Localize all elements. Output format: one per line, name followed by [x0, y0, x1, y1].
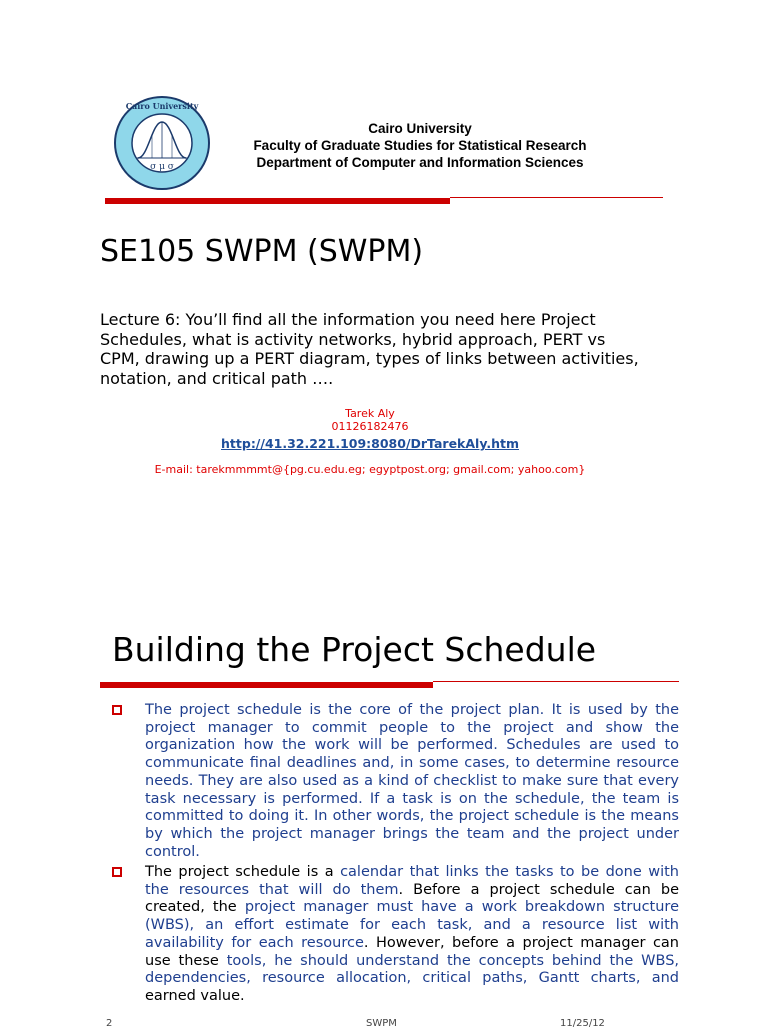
footer-page-number: 2 — [106, 1018, 113, 1029]
author-email: E-mail: tarekmmmmt@{pg.cu.edu.eg; egyptpost.org; gmail.com; yahoo.com} — [154, 463, 586, 476]
cairo-university-logo — [112, 94, 212, 192]
bullet-paragraph-2: The project schedule is a calendar that links the tasks to be done with the resources that will do them. Before a project schedule can be created, the project manager must have a work breakdown structure (WBS), an effort estimate for each task, and a resource list with availability for each resource. However, before a project manager can use these tools, he should understand the concepts behind the WBS, dependencies, resource allocation, critical paths, Gantt charts, and earned value. — [145, 864, 680, 1004]
author-name: Tarek Aly — [345, 407, 395, 420]
section-divider-thin — [433, 681, 679, 682]
footer-title: SWPM — [366, 1018, 397, 1029]
bullet-square-icon — [112, 705, 122, 715]
faculty-name: Faculty of Graduate Studies for Statistical Research — [253, 138, 587, 153]
department-name: Department of Computer and Information Sciences — [256, 155, 584, 170]
header-divider-thin — [450, 197, 663, 198]
course-title: SE105 SWPM (SWPM) — [100, 234, 424, 269]
svg-text:σ μ σ: σ μ σ — [150, 162, 174, 172]
institution-name: Cairo University — [368, 121, 472, 136]
section-divider-thick — [100, 682, 433, 688]
bullet-square-icon — [112, 867, 122, 877]
footer-date: 11/25/12 — [560, 1018, 605, 1029]
section-title: Building the Project Schedule — [112, 630, 597, 669]
svg-text:Cairo University: Cairo University — [125, 101, 199, 111]
author-website-link[interactable]: http://41.32.221.109:8080/DrTarekAly.htm — [221, 436, 519, 451]
header-divider-thick — [105, 198, 450, 204]
author-phone: 01126182476 — [331, 420, 409, 433]
bullet-paragraph-1: The project schedule is the core of the project plan. It is used by the project manager to commit people to the project and show the organization how the work will be performed. Schedules are used to communicate final deadlines and, in some cases, to determine resource needs. They are also used as a kind of checklist to make sure that every task necessary is performed. If a task is on the schedule, the team is committed to doing it. In other words, the project schedule is the means by which the project manager brings the team and the project under control. — [145, 702, 679, 860]
lecture-description: Lecture 6: You’ll find all the information you need here Project Schedules, what is activity networks, hybrid approach, PERT vs CPM, drawing up a PERT diagram, types of links between activities, notation, and critical path …. — [100, 310, 639, 388]
